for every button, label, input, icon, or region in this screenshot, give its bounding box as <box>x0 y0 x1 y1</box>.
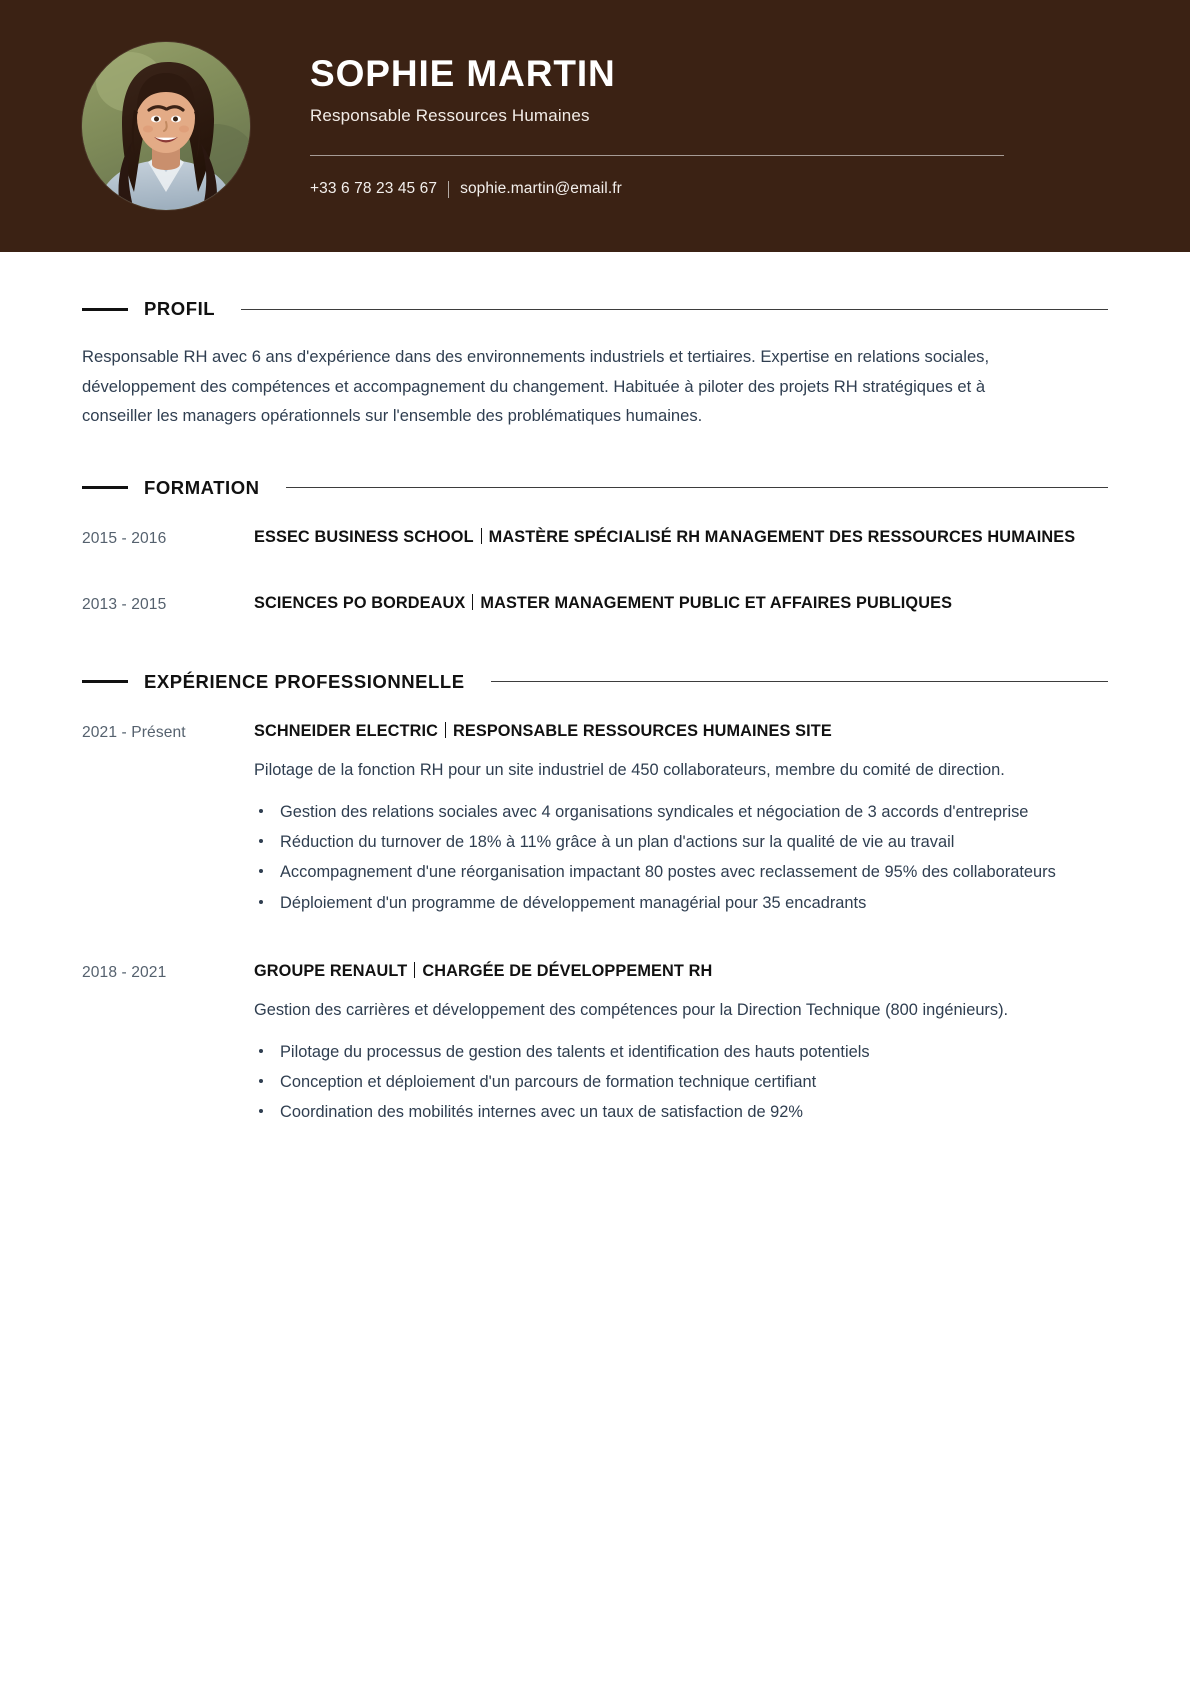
experience-date: 2021 - Présent <box>82 723 186 741</box>
section-rule <box>241 309 1108 310</box>
section-title-profil: PROFIL <box>144 298 216 319</box>
section-header-formation <box>82 477 1108 499</box>
formation-title <box>254 591 1108 616</box>
experience-company: GROUPE RENAULT <box>254 961 408 980</box>
formation-entry <box>82 525 1108 551</box>
title-separator <box>481 528 482 544</box>
list-item: Coordination des mobilités internes avec un taux de satisfaction de 92% <box>254 1098 1108 1126</box>
resume-body <box>0 252 1190 1128</box>
phone-text: +33 6 78 23 45 67 <box>310 180 438 198</box>
job-title: Responsable Ressources Humaines <box>310 106 590 126</box>
contact-separator <box>448 181 449 198</box>
list-item: Déploiement d'un programme de développement managérial pour 35 encadrants <box>254 889 1108 917</box>
header-divider <box>310 155 1004 156</box>
formation-details <box>254 591 1108 616</box>
list-item: Pilotage du processus de gestion des talents et identification des hauts potentiels <box>254 1038 1108 1066</box>
section-formation <box>82 477 1108 617</box>
profile-summary-text: Responsable RH avec 6 ans d'expérience dans des environnements industriels et tertiaires. Expertise en relations sociales, développement des compétences et accompagnement du changement. Habituée à piloter des projets RH stratégiques et à conseiller les managers opérationnels sur l'ensemble des problématiques humaines. <box>82 347 990 426</box>
section-title-experience: EXPÉRIENCE PROFESSIONNELLE <box>144 670 465 692</box>
experience-date: 2018 - 2021 <box>82 963 167 981</box>
formation-date: 2013 - 2015 <box>82 595 167 613</box>
section-experience <box>82 671 1108 1129</box>
title-separator <box>445 722 446 738</box>
formation-organization: ESSEC BUSINESS SCHOOL <box>254 527 474 546</box>
formation-degree: MASTÈRE SPÉCIALISÉ RH MANAGEMENT DES RESSOURCES HUMAINES <box>488 527 1076 546</box>
list-item: Réduction du turnover de 18% à 11% grâce à un plan d'actions sur la qualité de vie au travail <box>254 828 1108 856</box>
experience-details <box>254 719 1108 919</box>
list-item: Accompagnement d'une réorganisation impactant 80 postes avec reclassement de 95% des collaborateurs <box>254 858 1108 886</box>
section-profil <box>82 252 1108 431</box>
contact-line <box>310 180 1030 198</box>
experience-description: Pilotage de la fonction RH pour un site industriel de 450 collaborateurs, membre du comité de direction. <box>254 760 1005 779</box>
email-text: sophie.martin@email.fr <box>460 180 622 198</box>
section-rule <box>491 681 1108 682</box>
page-title: SOPHIE MARTIN <box>310 52 616 94</box>
experience-title <box>254 959 1108 984</box>
title-separator <box>472 594 473 610</box>
list-item: Conception et déploiement d'un parcours de formation technique certifiant <box>254 1068 1108 1096</box>
section-title-formation: FORMATION <box>144 476 260 498</box>
section-rule <box>286 487 1108 488</box>
formation-organization: SCIENCES PO BORDEAUX <box>254 593 466 612</box>
experience-entry <box>82 719 1108 919</box>
avatar <box>82 42 250 210</box>
section-dash-icon <box>82 308 128 311</box>
experience-bullet-list <box>254 1038 1108 1127</box>
section-dash-icon <box>82 486 128 489</box>
formation-details <box>254 525 1108 550</box>
experience-role: RESPONSABLE RESSOURCES HUMAINES SITE <box>452 721 832 740</box>
formation-entry <box>82 591 1108 617</box>
formation-date: 2015 - 2016 <box>82 529 167 547</box>
section-dash-icon <box>82 680 128 683</box>
header-text-block <box>310 54 1190 198</box>
experience-title <box>254 719 1108 744</box>
experience-entry <box>82 959 1108 1129</box>
section-header-experience <box>82 671 1108 693</box>
resume-header <box>0 0 1190 252</box>
title-separator <box>414 962 415 978</box>
formation-degree: MASTER MANAGEMENT PUBLIC ET AFFAIRES PUBLIQUES <box>480 593 953 612</box>
experience-description: Gestion des carrières et développement des compétences pour la Direction Technique (800 ingénieurs). <box>254 1000 1009 1019</box>
experience-bullet-list <box>254 798 1108 917</box>
experience-details <box>254 959 1108 1129</box>
experience-role: CHARGÉE DE DÉVELOPPEMENT RH <box>422 961 713 980</box>
list-item: Gestion des relations sociales avec 4 organisations syndicales et négociation de 3 accords d'entreprise <box>254 798 1108 826</box>
formation-title <box>254 525 1108 550</box>
section-header-profil <box>82 298 1108 320</box>
experience-company: SCHNEIDER ELECTRIC <box>254 721 438 740</box>
